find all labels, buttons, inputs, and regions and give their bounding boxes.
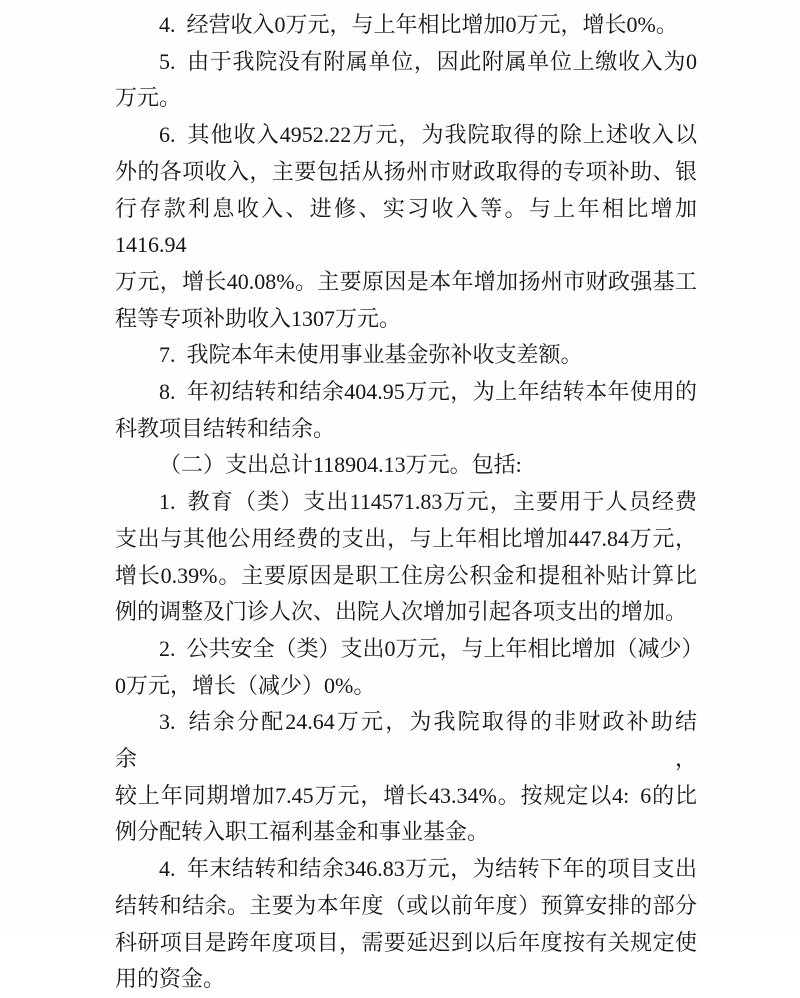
paragraph-5-line-2: 科教项目结转和结余。 bbox=[115, 415, 336, 441]
paragraph-7-line-2: 支出与其他公用经费的支出，与上年相比增加447.84万元， bbox=[115, 525, 697, 551]
paragraph-10-line-4: 用的资金。 bbox=[115, 966, 226, 992]
paragraph-10-line-2: 结转和结余。主要为本年度（或以前年度）预算安排的部分 bbox=[115, 892, 697, 918]
paragraph-5-line-1: 8. 年初结转和结余404.95万元，为上年结转本年使用的 bbox=[159, 379, 697, 405]
paragraph-6-line-1: （二）支出总计118904.13万元。包括: bbox=[159, 452, 522, 478]
paragraph-2-line-2: 万元。 bbox=[115, 85, 182, 111]
paragraph-2-line-1: 5. 由于我院没有附属单位，因此附属单位上缴收入为0 bbox=[159, 48, 697, 74]
paragraph-8-line-2: 0万元，增长（减少）0%。 bbox=[115, 672, 376, 698]
paragraph-7-line-4: 例的调整及门诊人次、出院人次增加引起各项支出的增加。 bbox=[115, 599, 688, 625]
paragraph-3-line-5: 程等专项补助收入1307万元。 bbox=[115, 305, 402, 331]
paragraph-3-line-4: 万元，增长40.08%。主要原因是本年增加扬州市财政强基工 bbox=[115, 268, 697, 294]
paragraph-10-line-1: 4. 年末结转和结余346.83万元，为结转下年的项目支出 bbox=[159, 856, 697, 882]
paragraph-7-line-3: 增长0.39%。主要原因是职工住房公积金和提租补贴计算比 bbox=[115, 562, 697, 588]
paragraph-3-line-2: 外的各项收入，主要包括从扬州市财政取得的专项补助、银 bbox=[115, 158, 697, 184]
paragraph-9-line-2: 较上年同期增加7.45万元，增长43.34%。按规定以4: 6的比 bbox=[115, 782, 697, 808]
paragraph-9-line-3: 例分配转入职工福利基金和事业基金。 bbox=[115, 819, 490, 845]
paragraph-3-line-1: 6. 其他收入4952.22万元，为我院取得的除上述收入以 bbox=[159, 122, 697, 148]
paragraph-3-line-3: 行存款利息收入、进修、实习收入等。与上年相比增加1416.94 bbox=[115, 195, 697, 258]
paragraph-10-line-3: 科研项目是跨年度项目，需要延迟到以后年度按有关规定使 bbox=[115, 929, 697, 955]
document-body bbox=[115, 7, 704, 998]
paragraph-7-line-1: 1. 教育（类）支出114571.83万元，主要用于人员经费 bbox=[159, 489, 697, 515]
paragraph-1-line-1: 4. 经营收入0万元，与上年相比增加0万元，增长0%。 bbox=[159, 12, 678, 37]
paragraph-4-line-1: 7. 我院本年未使用事业基金弥补收支差额。 bbox=[159, 342, 583, 368]
paragraph-9-line-1: 3. 结余分配24.64万元，为我院取得的非财政补助结余， bbox=[115, 709, 697, 772]
paragraph-8-line-1: 2. 公共安全（类）支出0万元，与上年相比增加（减少） bbox=[159, 635, 704, 661]
